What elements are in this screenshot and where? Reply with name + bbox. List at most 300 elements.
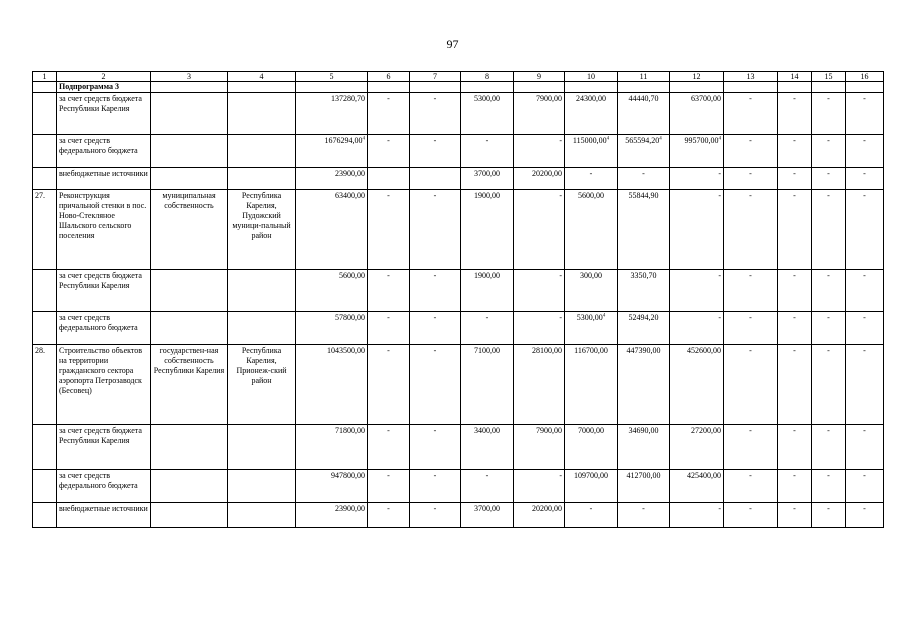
table-cell: [846, 470, 884, 503]
cell-text: -: [793, 313, 796, 322]
cell-text: 63400,00: [335, 191, 365, 200]
cell-text: 5300,00: [576, 313, 603, 322]
table-cell: [846, 168, 884, 190]
column-header: 7: [410, 72, 461, 82]
cell-text: -: [793, 271, 796, 280]
table-cell: [618, 503, 670, 528]
cell-text: -: [749, 271, 752, 280]
table-cell: [151, 345, 228, 425]
cell-text: 3400,00: [474, 426, 500, 435]
cell-text: -: [827, 504, 830, 513]
cell-text: -: [718, 169, 721, 178]
table-cell: [410, 312, 461, 345]
cell-text: -: [433, 346, 437, 355]
cell-text: 23900,00: [335, 504, 365, 513]
cell-text: -: [433, 271, 437, 280]
cell-text: 947800,00: [331, 471, 365, 480]
cell-text: Подпрограмма 3: [59, 82, 120, 91]
cell-text: -: [793, 426, 796, 435]
cell-text: за счет средств бюджета Республики Карелия: [59, 94, 142, 113]
cell-text: 1676294,00: [324, 136, 363, 145]
table-cell: [228, 425, 296, 470]
table-cell: [565, 425, 618, 470]
table-cell: [151, 135, 228, 168]
cell-text: за счет средств бюджета Республики Карелия: [59, 271, 142, 290]
cell-text: -: [827, 313, 830, 322]
cell-text: 24300,00: [576, 94, 606, 103]
table-cell: [778, 345, 812, 425]
table-cell: [514, 82, 565, 93]
table-cell: [670, 270, 724, 312]
cell-text: -: [559, 136, 562, 145]
column-header: 11: [618, 72, 670, 82]
table-cell: [812, 135, 846, 168]
cell-text: за счет средств федерального бюджета: [59, 136, 138, 155]
cell-text: 28100,00: [532, 346, 562, 355]
row-number-cell: [33, 503, 57, 528]
table-row: [33, 345, 884, 425]
table-cell: [151, 190, 228, 270]
table-cell: [410, 135, 461, 168]
table-cell: [296, 503, 368, 528]
cell-text: государствен-ная собственность Республики Карелия: [153, 346, 225, 375]
table-cell: [228, 93, 296, 135]
cell-text: -: [433, 94, 437, 103]
cell-text: 5300,00: [474, 94, 500, 103]
table-cell: [565, 503, 618, 528]
item-name-cell: [57, 82, 151, 93]
table-cell: [514, 168, 565, 190]
cell-text: -: [793, 191, 796, 200]
item-name-cell: [57, 190, 151, 270]
cell-text: -: [793, 169, 796, 178]
table-cell: [812, 82, 846, 93]
table-cell: [296, 93, 368, 135]
table-cell: [724, 190, 778, 270]
cell-text: -: [642, 169, 645, 178]
table-cell: [514, 312, 565, 345]
cell-text: -: [863, 346, 866, 355]
cell-text: 1900,00: [474, 191, 500, 200]
column-header: 16: [846, 72, 884, 82]
footnote-mark: 4: [659, 136, 662, 142]
cell-text: -: [793, 346, 796, 355]
cell-text: 55844,90: [628, 191, 659, 200]
cell-text: -: [485, 313, 489, 322]
cell-text: -: [827, 94, 830, 103]
cell-text: за счет средств федерального бюджета: [59, 313, 138, 332]
table-cell: [618, 470, 670, 503]
table-cell: [151, 425, 228, 470]
table-row: [33, 425, 884, 470]
table-cell: [151, 470, 228, 503]
table-cell: [618, 270, 670, 312]
cell-text: -: [863, 313, 866, 322]
cell-text: 1043500,00: [327, 346, 365, 355]
column-header: 12: [670, 72, 724, 82]
item-name-cell: [57, 93, 151, 135]
table-cell: [296, 312, 368, 345]
table-cell: [724, 312, 778, 345]
table-cell: [724, 93, 778, 135]
table-cell: [151, 270, 228, 312]
cell-text: -: [387, 191, 390, 200]
cell-text: 7900,00: [536, 426, 562, 435]
item-name-cell: [57, 425, 151, 470]
cell-text: 7900,00: [536, 94, 562, 103]
footnote-mark: 4: [602, 313, 606, 319]
table-cell: [151, 93, 228, 135]
table-cell: [228, 135, 296, 168]
table-cell: [618, 135, 670, 168]
table-cell: [565, 270, 618, 312]
table-cell: [812, 312, 846, 345]
cell-text: 425400,00: [687, 471, 721, 480]
table-cell: [812, 345, 846, 425]
cell-text: -: [749, 504, 752, 513]
cell-text: -: [387, 426, 390, 435]
table-cell: [368, 503, 410, 528]
cell-text: -: [387, 313, 390, 322]
table-row: [33, 93, 884, 135]
cell-text: -: [793, 504, 796, 513]
table-cell: [296, 135, 368, 168]
table-cell: [514, 190, 565, 270]
table-cell: [410, 93, 461, 135]
cell-text: 109700,00: [574, 471, 608, 480]
item-name-cell: [57, 345, 151, 425]
table-cell: [846, 135, 884, 168]
cell-text: 116700,00: [574, 346, 608, 355]
cell-text: 63700,00: [691, 94, 721, 103]
table-cell: [778, 190, 812, 270]
cell-text: -: [433, 136, 437, 145]
row-number-cell: [33, 425, 57, 470]
table-cell: [410, 168, 461, 190]
cell-text: -: [559, 313, 562, 322]
cell-text: -: [827, 271, 830, 280]
column-header: 4: [228, 72, 296, 82]
column-header: 13: [724, 72, 778, 82]
cell-text: -: [863, 169, 866, 178]
table-cell: [670, 470, 724, 503]
cell-text: внебюджетные источники: [59, 504, 148, 513]
table-cell: [461, 190, 514, 270]
table-cell: [461, 135, 514, 168]
cell-text: -: [863, 136, 866, 145]
row-number-cell: [33, 82, 57, 93]
table-row: [33, 135, 884, 168]
cell-text: 1900,00: [474, 271, 500, 280]
cell-text: -: [827, 191, 830, 200]
cell-text: -: [749, 94, 752, 103]
cell-text: 565594,20: [625, 136, 660, 145]
cell-text: 452600,00: [687, 346, 721, 355]
cell-text: 995700,00: [684, 136, 719, 145]
cell-text: -: [559, 191, 562, 200]
column-header: 3: [151, 72, 228, 82]
table-cell: [812, 190, 846, 270]
table-cell: [461, 503, 514, 528]
cell-text: -: [827, 471, 830, 480]
table-cell: [228, 168, 296, 190]
table-row: [33, 312, 884, 345]
column-header: 5: [296, 72, 368, 82]
cell-text: -: [485, 136, 489, 145]
table-cell: [812, 503, 846, 528]
table-cell: [296, 470, 368, 503]
item-name-cell: [57, 470, 151, 503]
table-cell: [724, 135, 778, 168]
footnote-mark: 4: [606, 136, 610, 142]
cell-text: 7100,00: [474, 346, 500, 355]
table-cell: [368, 425, 410, 470]
table-cell: [846, 93, 884, 135]
table-cell: [778, 93, 812, 135]
table-cell: [514, 93, 565, 135]
cell-text: -: [793, 136, 796, 145]
cell-text: 20200,00: [532, 169, 562, 178]
table-cell: [565, 168, 618, 190]
item-name-cell: [57, 168, 151, 190]
item-name-cell: [57, 312, 151, 345]
table-cell: [296, 425, 368, 470]
row-number-cell: [33, 168, 57, 190]
table-cell: [670, 425, 724, 470]
cell-text: 412700,00: [626, 471, 661, 480]
table-cell: [565, 135, 618, 168]
table-cell: [461, 82, 514, 93]
cell-text: 57800,00: [335, 313, 365, 322]
table-cell: [618, 190, 670, 270]
table-cell: [670, 345, 724, 425]
table-cell: [812, 470, 846, 503]
cell-text: -: [387, 346, 390, 355]
cell-text: -: [863, 191, 866, 200]
cell-text: -: [749, 313, 752, 322]
cell-text: Строительство объектов на территории гражданского сектора аэропорта Петрозаводск (Бесовец): [59, 346, 143, 395]
column-header: 6: [368, 72, 410, 82]
cell-text: 7000,00: [578, 426, 604, 435]
table-cell: [670, 190, 724, 270]
cell-text: -: [749, 136, 752, 145]
cell-text: -: [749, 169, 752, 178]
row-number-cell: [33, 135, 57, 168]
cell-text: Республика Карелия, Прионеж-ский район: [236, 346, 287, 385]
table-cell: [670, 312, 724, 345]
row-number-cell: [33, 470, 57, 503]
cell-text: -: [387, 94, 390, 103]
table-cell: [368, 168, 410, 190]
cell-text: -: [827, 346, 830, 355]
table-cell: [151, 312, 228, 345]
table-row: [33, 503, 884, 528]
cell-text: -: [387, 136, 390, 145]
table-cell: [778, 312, 812, 345]
table-cell: [565, 312, 618, 345]
table-cell: [461, 470, 514, 503]
column-header: 1: [33, 72, 57, 82]
table-cell: [514, 470, 565, 503]
table-cell: [565, 345, 618, 425]
cell-text: Реконструкция причальной стенки в пос. Ново-Стекляное Шальского сельского поселения: [59, 191, 147, 240]
table-row: [33, 470, 884, 503]
table-cell: [368, 270, 410, 312]
table-cell: [368, 470, 410, 503]
cell-text: -: [559, 471, 562, 480]
table-cell: [778, 470, 812, 503]
table-cell: [514, 135, 565, 168]
table-cell: [410, 270, 461, 312]
cell-text: 52494,20: [628, 313, 659, 322]
table-cell: [410, 190, 461, 270]
cell-text: -: [433, 471, 437, 480]
table-cell: [410, 470, 461, 503]
table-cell: [724, 345, 778, 425]
cell-text: -: [863, 426, 866, 435]
table-cell: [846, 270, 884, 312]
table-cell: [228, 270, 296, 312]
table-cell: [618, 82, 670, 93]
table-cell: [778, 425, 812, 470]
cell-text: -: [433, 504, 437, 513]
table-cell: [228, 312, 296, 345]
cell-text: муниципальная собственность: [162, 191, 216, 210]
table-cell: [846, 312, 884, 345]
table-cell: [812, 168, 846, 190]
table-cell: [410, 345, 461, 425]
table-cell: [368, 190, 410, 270]
cell-text: -: [589, 169, 593, 178]
cell-text: 28.: [35, 346, 45, 355]
table-cell: [812, 270, 846, 312]
table-cell: [846, 82, 884, 93]
table-cell: [724, 270, 778, 312]
table-cell: [228, 470, 296, 503]
table-cell: [514, 425, 565, 470]
table-cell: [461, 168, 514, 190]
cell-text: -: [387, 504, 390, 513]
table-row: [33, 82, 884, 93]
table-cell: [618, 345, 670, 425]
table-cell: [296, 345, 368, 425]
table-cell: [151, 168, 228, 190]
column-header: 9: [514, 72, 565, 82]
table-cell: [228, 82, 296, 93]
column-header: 2: [57, 72, 151, 82]
cell-text: -: [749, 346, 752, 355]
table-cell: [778, 168, 812, 190]
cell-text: -: [827, 169, 830, 178]
cell-text: Республика Карелия, Пудожский муници-пальный район: [232, 191, 291, 240]
cell-text: -: [718, 271, 721, 280]
cell-text: -: [642, 504, 645, 513]
cell-text: -: [433, 426, 437, 435]
table-cell: [368, 135, 410, 168]
table-cell: [724, 470, 778, 503]
table-cell: [368, 312, 410, 345]
table-cell: [846, 425, 884, 470]
table-cell: [565, 82, 618, 93]
table-row: [33, 190, 884, 270]
table-cell: [724, 425, 778, 470]
table-cell: [410, 503, 461, 528]
table-cell: [228, 503, 296, 528]
table-cell: [151, 503, 228, 528]
table-cell: [514, 503, 565, 528]
cell-text: 34690,00: [628, 426, 659, 435]
column-header: 10: [565, 72, 618, 82]
table-cell: [565, 93, 618, 135]
cell-text: 23900,00: [335, 169, 365, 178]
table-cell: [778, 135, 812, 168]
page-number: 97: [446, 37, 459, 51]
table-row: [33, 270, 884, 312]
column-header: 14: [778, 72, 812, 82]
cell-text: -: [863, 271, 866, 280]
cell-text: 27.: [35, 191, 45, 200]
table-cell: [296, 168, 368, 190]
cell-text: 20200,00: [532, 504, 562, 513]
cell-text: -: [718, 313, 721, 322]
cell-text: -: [793, 471, 796, 480]
row-number-cell: [33, 312, 57, 345]
table-cell: [461, 270, 514, 312]
table-cell: [565, 190, 618, 270]
cell-text: -: [827, 426, 830, 435]
table-cell: [151, 82, 228, 93]
table-cell: [778, 503, 812, 528]
cell-text: -: [749, 191, 752, 200]
cell-text: 3700,00: [474, 504, 500, 513]
cell-text: -: [718, 504, 721, 513]
item-name-cell: [57, 270, 151, 312]
cell-text: 5600,00: [578, 191, 604, 200]
table-cell: [368, 345, 410, 425]
cell-text: -: [718, 191, 721, 200]
cell-text: -: [433, 191, 437, 200]
budget-table: [32, 71, 884, 528]
table-cell: [724, 82, 778, 93]
table-cell: [846, 503, 884, 528]
table-cell: [778, 270, 812, 312]
table-cell: [410, 425, 461, 470]
column-header: 8: [461, 72, 514, 82]
table-cell: [461, 93, 514, 135]
table-cell: [812, 93, 846, 135]
table-cell: [670, 168, 724, 190]
cell-text: -: [387, 271, 390, 280]
footnote-mark: 4: [362, 136, 365, 142]
table-cell: [778, 82, 812, 93]
cell-text: -: [433, 313, 437, 322]
cell-text: за счет средств бюджета Республики Карелия: [59, 426, 142, 445]
cell-text: -: [827, 136, 830, 145]
item-name-cell: [57, 135, 151, 168]
table-cell: [461, 345, 514, 425]
table-cell: [296, 190, 368, 270]
table-cell: [410, 82, 461, 93]
table-cell: [565, 470, 618, 503]
cell-text: 44440,70: [628, 94, 659, 103]
table-cell: [618, 168, 670, 190]
cell-text: 300,00: [580, 271, 602, 280]
table-cell: [670, 503, 724, 528]
row-number-cell: [33, 190, 57, 270]
table-cell: [461, 425, 514, 470]
table-cell: [724, 503, 778, 528]
cell-text: -: [485, 471, 489, 480]
